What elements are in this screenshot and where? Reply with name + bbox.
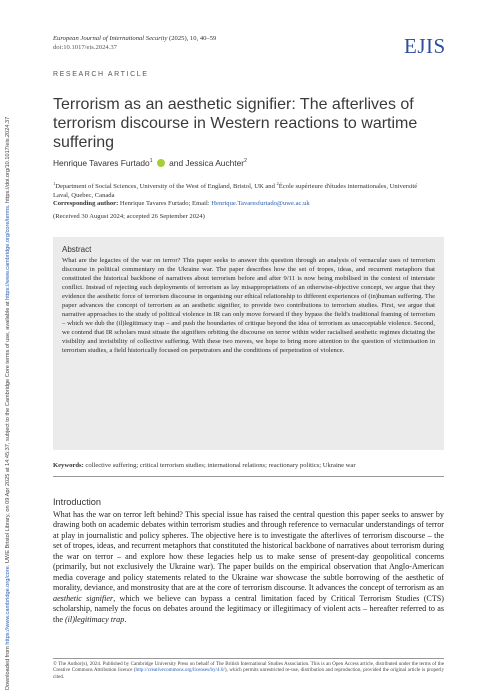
orcid-icon[interactable] — [157, 159, 165, 167]
author-list — [53, 158, 433, 168]
author-name: and Jessica Auchter — [169, 158, 245, 168]
introduction-paragraph — [53, 510, 444, 625]
affil-marker: 2 — [276, 181, 279, 186]
affiliations — [53, 180, 433, 209]
abstract-text: What are the legacies of the war on terror? This paper seeks to answer this question through an analysis of vernacular uses of terrorism discourse in political commentary on the Ukraine war. The paper describes how the set of tropes, ideas, and recurrent metaphors that constituted the historical backbone of narratives about terrorism before and after 9/11 is now being mobilised in the context of interstate conflict. Instead of rejecting such deployments of terrorism as lay misappropriations of an otherwise-objective concept, we argue that they evidence the aesthetic force of terrorism discourse in organising our ethical relationship to different experiences of (in)human suffering. The paper advances the concept of terrorism as an aesthetic signifier, to provide two contributions to terrorism studies. First, we argue that narrative approaches to the study of political violence in IR can only move forward if they bypass the field's traditional framing of terrorism – which we dub the (il)legitimacy trap – and push the boundaries of critique beyond the idea of terrorism as unacceptable violence. Second, we contend that IR scholars must situate the signifiers orbiting the discourse on terror within wider racialised aesthetic regimes dictating the visibility and invisibility of collective suffering. With these two moves, we hope to bring more attention to the question of victimisation in terrorism studies, a field historically focused on perpetrators and the conditions of perpetration of violence. — [62, 257, 435, 355]
terms-link[interactable]: https://www.cambridge.org/core/terms — [5, 205, 11, 300]
ejis-logo: EJIS — [404, 34, 446, 58]
license-footer — [53, 661, 444, 680]
download-middle: . UWE Bristol Library, on 09 Apr 2025 at 14:45:37, subject to the Cambridge Core terms of use, available at — [5, 299, 11, 567]
intro-emphasis: aesthetic signifier — [53, 593, 114, 603]
intro-emphasis: (il)legitimacy trap — [64, 614, 125, 624]
corresponding-text: Henrique Tavares Furtado; Email: — [118, 200, 212, 208]
keywords-text: collective suffering; critical terrorism studies; international relations; reactionary politics; Ukraine war — [83, 462, 356, 469]
author-affil-marker: 2 — [244, 158, 247, 165]
abstract-box — [53, 237, 444, 450]
intro-text-part: What has the war on terror left behind? This special issue has raised the central question this paper seeks to answer by drawing both on academic debates within terrorism studies and through reference to vernacular understandings of terror at play in journalistic and policy spheres. The objective here is to investigate the afterlives of terrorism discourse – the set of tropes, ideas, and recurrent metaphors that constituted the historical backbone of narratives about terrorism during the war on terror – and explore how these legacies help us to make sense of present-day geopolitical concerns (primarily, but not exclusively the Ukraine war). The paper builds on the empirical observation that Anglo-American media coverage and policy statements related to the Ukraine war showcase the subtle borrowing of the aesthetic of morality, deviance, and monstrosity that are at the core of terrorism discourse. It advances the concept of terrorism as an — [53, 510, 444, 593]
intro-text-part: , which we believe can bypass a central limitation faced by Critical Terrorism Studies (CTS) scholarship, namely the focus on debates around the legitimacy or illegitimacy of violent acts – hereafter referred to as the — [53, 593, 445, 624]
keywords-divider — [53, 476, 444, 477]
license-link[interactable]: http://creativecommons.org/licenses/by/4.0/ — [135, 667, 225, 674]
keywords — [53, 462, 444, 469]
abstract-heading: Abstract — [62, 245, 92, 254]
affil-marker: 1 — [53, 181, 56, 186]
article-title: Terrorism as an aesthetic signifier: The afterlives of terrorism discourse in Western reactions to wartime suffering — [53, 96, 418, 151]
author-name: Henrique Tavares Furtado — [53, 158, 150, 168]
journal-name: European Journal of International Security — [53, 35, 168, 42]
license-text: © The Author(s), 2024. Published by Cambridge University Press on behalf of The British International Studies Association. This is an Open Access article, distributed under the terms of the Creative Commons Attribution licence ( — [53, 661, 444, 674]
received-dates: (Received 30 August 2024; accepted 26 September 2024) — [53, 213, 205, 220]
download-notice — [2, 30, 14, 690]
author-affil-marker: 1 — [149, 158, 153, 165]
affiliation-1: Department of Social Sciences, University of the West of England, Bristol, UK and — [55, 183, 277, 191]
download-prefix: Downloaded from — [5, 644, 11, 690]
keywords-label: Keywords: — [53, 462, 84, 469]
cambridge-core-link[interactable]: https://www.cambridge.org/core — [5, 566, 11, 645]
article-doi[interactable]: doi:10.1017/eis.2024.37 — [53, 44, 117, 51]
journal-issue: (2025), 10, 40–59 — [167, 35, 217, 42]
corresponding-label: Corresponding author: — [53, 200, 119, 208]
intro-text-part: . — [124, 614, 127, 624]
introduction-heading: Introduction — [53, 497, 102, 507]
footer-divider — [53, 658, 444, 659]
download-end: . https://doi.org/10.1017/eis.2024.37 — [5, 116, 11, 206]
email-link[interactable]: Henrique.Tavaresfurtado@uwe.ac.uk — [211, 200, 310, 208]
journal-header — [53, 34, 353, 52]
license-text: ), which permits unrestricted re-use, distribution and reproduction, provided the original article is properly cited. — [53, 667, 444, 680]
article-type-label: RESEARCH ARTICLE — [53, 71, 149, 78]
affiliation-2: École supérieure d'études internationales, Université Laval, Quebec, Canada — [53, 183, 418, 199]
